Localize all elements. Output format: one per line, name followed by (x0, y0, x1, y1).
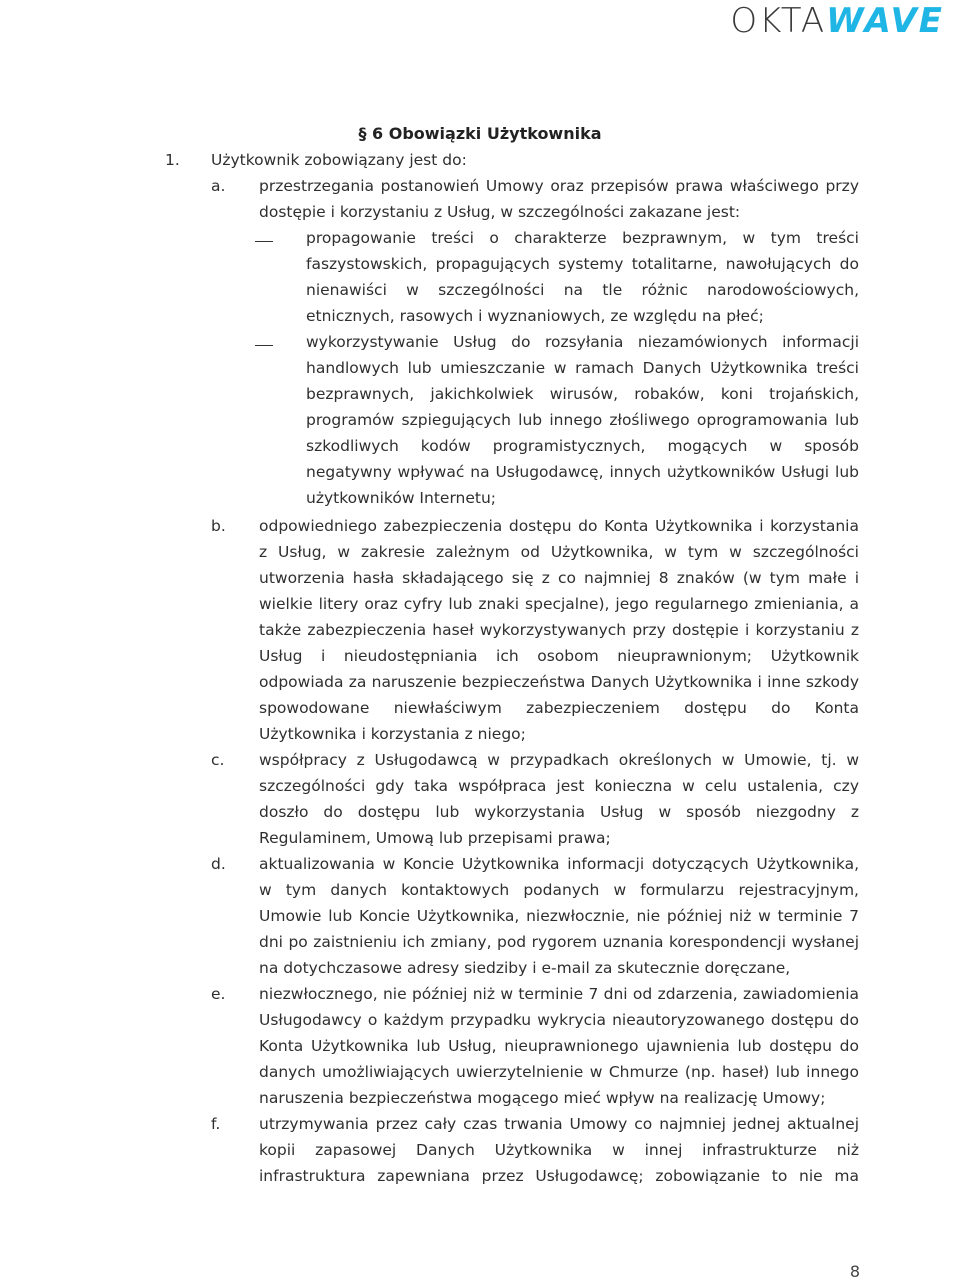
oktawave-logo (730, 1, 944, 41)
item-letter-e: e. (211, 985, 226, 1003)
item-c-text: współpracy z Usługodawcą w przypadkach określonych w Umowie, tj. w szczególności gdy taka współpraca jest konieczna w celu ustalenia, czy doszło do dostępu lub wykorzystania Usług w sposób niezgodny z Regulaminem, Umową lub przepisami prawa; (259, 751, 859, 847)
item-1-text: Użytkownik zobowiązany jest do: (211, 151, 467, 169)
item-letter-d: d. (211, 855, 226, 873)
dash-bullet (255, 241, 273, 242)
item-e-text: niezwłocznego, nie później niż w terminie 7 dni od zdarzenia, zawiadomienia Usługodawcy o każdym przypadku wykrycia nieautoryzowanego dostępu do Konta Użytkownika lub Usług, nieuprawnionego ujawnienia lub dostępu do danych umożliwiających uwierzytelnienie w Chmurze (np. haseł) lub innego naruszenia bezpieczeństwa mogącego mieć wpływ na realizację Umowy; (259, 985, 859, 1107)
item-b-text: odpowiedniego zabezpieczenia dostępu do Konta Użytkownika i korzystania z Usług, w zakresie zależnym od Użytkownika, w tym w szczególności utworzenia hasła składającego się z co najmniej 8 znaków (w tym małe i wielkie litery oraz cyfry lub znaki specjalne), jego regularnego zmieniania, a także zabezpieczenia haseł wykorzystywanych przy dostępie i korzystaniu z Usług i nieudostępniania ich osobom nieuprawnionym; Użytkownik odpowiada za naruszenie bezpieczeństwa Danych Użytkownika i inne szkody spowodowane niewłaściwym zabezpieczeniem dostępu do Konta Użytkownika i korzystania z niego; (259, 517, 859, 743)
item-letter-b: b. (211, 517, 226, 535)
item-a-subitem-1: propagowanie treści o charakterze bezprawnym, w tym treści faszystowskich, propagujących systemy totalitarne, nawołujących do nienawiści w szczególności na tle różnic narodowościowych, etnicznych, rasowych i wyznaniowych, ze względu na płeć; (306, 229, 859, 325)
item-letter-c: c. (211, 751, 225, 769)
item-f-text: utrzymywania przez cały czas trwania Umowy co najmniej jednej aktualnej kopii zapasowej Danych Użytkownika w innej infrastrukturze niż infrastruktura zapewniana przez Usługodawcę; zobowiązanie to nie ma (259, 1115, 859, 1185)
logo-text-okta: OKTA (730, 1, 827, 41)
item-letter-f: f. (211, 1115, 221, 1133)
logo-text-wave: WAVE (826, 1, 944, 41)
item-d-text: aktualizowania w Koncie Użytkownika informacji dotyczących Użytkownika, w tym danych kontaktowych podanych w formularzu rejestracyjnym, Umowie lub Koncie Użytkownika, niezwłocznie, nie później niż w terminie 7 dni po zaistnieniu ich zmiany, pod rygorem uznania korespondencji wysłanej na dotychczasowe adresy siedziby i e-mail za skutecznie doręczane, (259, 855, 859, 977)
item-letter-a: a. (211, 177, 226, 195)
page-number: 8 (849, 1262, 860, 1281)
item-number-1: 1. (165, 151, 180, 169)
dash-bullet (255, 345, 273, 346)
item-a-text: przestrzegania postanowień Umowy oraz przepisów prawa właściwego przy dostępie i korzystaniu z Usług, w szczególności zakazane jest: (259, 177, 859, 221)
item-a-subitem-2: wykorzystywanie Usług do rozsyłania niezamówionych informacji handlowych lub umieszczanie w ramach Danych Użytkownika treści bezprawnych, jakichkolwiek wirusów, robaków, koni trojańskich, programów szpiegujących lub innego złośliwego oprogramowania lub szkodliwych kodów programistycznych, mogących w sposób negatywny wpływać na Usługodawcę, innych użytkowników Usługi lub użytkowników Internetu; (306, 333, 859, 507)
section-title: § 6 Obowiązki Użytkownika (358, 124, 602, 143)
